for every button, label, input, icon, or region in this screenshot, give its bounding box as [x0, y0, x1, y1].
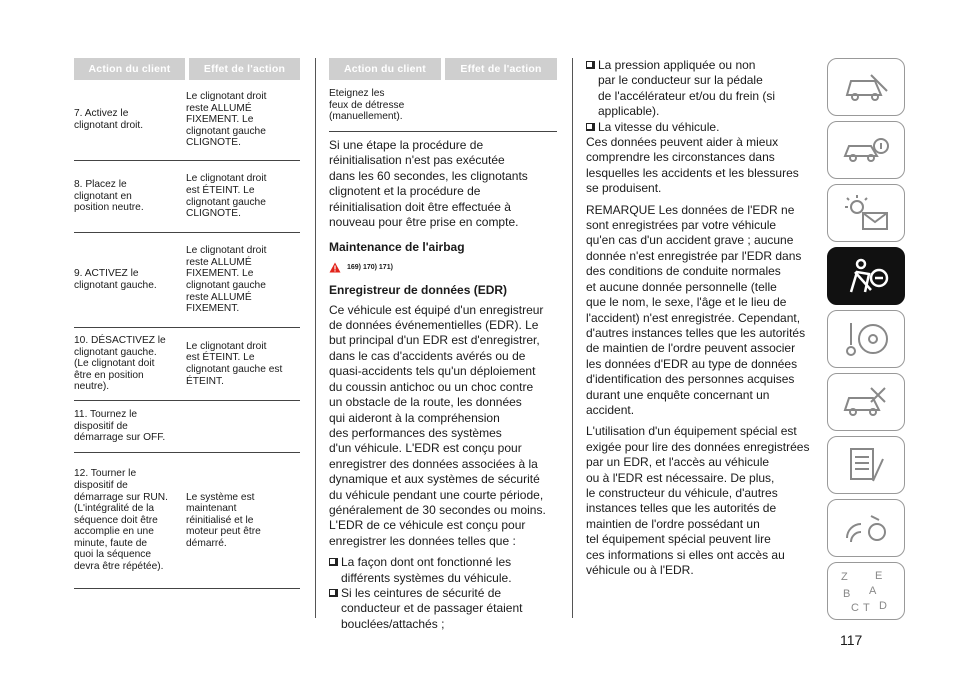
list-item-text: Si les ceintures de sécurité de conducteur et de passager étaient bouclées/attachés ;: [341, 585, 523, 631]
warning-triangle-icon: [329, 262, 341, 273]
list-item-text: La vitesse du véhicule.: [598, 119, 720, 134]
chapter-tabs: [827, 58, 905, 625]
tab-multimedia[interactable]: [827, 499, 905, 557]
index-letter: Z: [841, 571, 848, 583]
tab-maintenance[interactable]: [827, 436, 905, 494]
airbag-seatbelt-icon: [841, 256, 891, 296]
list-item: [329, 586, 557, 632]
row-effect: Le clignotant droit reste ALLUMÉ FIXEMENT. Le clignotant gauche CLIGNOTE.: [186, 91, 267, 149]
steering-wheel-icon: [841, 319, 891, 359]
text-column-3: [586, 58, 818, 584]
column-divider: [315, 58, 316, 618]
tab-starting-driving[interactable]: [827, 310, 905, 368]
column-divider: [572, 58, 573, 618]
tab-dashboard[interactable]: [827, 58, 905, 116]
text-column-2: [329, 58, 557, 632]
tab-safety[interactable]: [827, 247, 905, 305]
list-item-text: La façon dont ont fonctionné les différents systèmes du véhicule.: [341, 555, 512, 585]
tab-car-info[interactable]: [827, 121, 905, 179]
warning-light-message-icon: [841, 193, 891, 233]
table-row: [74, 161, 300, 233]
paragraph: REMARQUE Les données de l'EDR ne sont enregistrées par votre véhicule qu'en cas d'un accident grave ; aucune donnée n'est enregistrée par l'EDR dans des conditions de conduite normales et aucune donnée personnelle (telle que le nom, le sexe, l'âge et le lieu de l'accident) n'est enregistrée. Cependant, d'autres instances telles que les autorités de maintien de l'ordre peuvent associer les données d'EDR au type de données d'identification des personnes acquises durant une enquête concernant un accident.: [586, 202, 806, 417]
row-effect: Le système est maintenant réinitialisé et le moteur peut être démarré.: [186, 491, 261, 549]
body-text: [586, 58, 818, 578]
warning-refs: 169) 170) 171): [347, 263, 393, 271]
list-item: [586, 58, 818, 120]
car-breakdown-icon: [841, 382, 891, 422]
list-item-text: La pression appliquée ou non par le conducteur sur la pédale de l'accélérateur et/ou du frein (si applicable).: [598, 58, 776, 119]
paragraph: L'utilisation d'un équipement spécial est exigée pour lire des données enregistrées par un EDR, et l'accès au véhicule ou à l'EDR est nécessaire. De plus, le constructeur du véhicule, d'autres instances telles que les autorités de maintien de l'ordre possédant un tel équipement spécial peuvent lire ces informations si elles ont accès au véhicule ou à l'EDR.: [586, 424, 810, 577]
table-header: [74, 58, 300, 80]
table-row: [74, 80, 300, 161]
table-row: [74, 401, 300, 453]
list-item: [329, 555, 557, 586]
warning-reference: [329, 260, 557, 275]
bullet-icon: [329, 589, 338, 597]
tab-emergency[interactable]: [827, 373, 905, 431]
index-letter: B: [843, 588, 851, 600]
row-action: 11. Tournez le dispositif de démarrage sur OFF.: [74, 409, 166, 444]
page-number: 117: [840, 632, 863, 648]
paragraph: Si une étape la procédure de réinitialisation n'est pas exécutée dans les 60 secondes, les clignotants clignotent et la procédure de réinitialisation doit être effectuée à nouveau pour être prise en compte.: [329, 138, 528, 230]
index-letter: T: [863, 602, 870, 614]
body-text: [329, 138, 557, 632]
table-row: [329, 80, 557, 132]
index-letter: D: [879, 600, 887, 612]
bullet-icon: [586, 61, 595, 69]
list-item: [586, 120, 818, 135]
table-row: [74, 328, 300, 401]
header-action: Action du client: [88, 63, 171, 75]
section-heading-airbag: Maintenance de l'airbag: [329, 240, 465, 255]
bullet-icon: [586, 123, 595, 131]
alphabetical-index-icon: [837, 567, 895, 615]
row-action: 9. ACTIVEZ le clignotant gauche.: [74, 268, 157, 291]
row-effect: Le clignotant droit est ÉTEINT. Le clignotant gauche CLIGNOTE.: [186, 173, 267, 220]
index-letter: E: [875, 570, 883, 582]
row-action: 12. Tourner le dispositif de démarrage sur RUN. (L'intégralité de la séquence doit être accomplie en une minute, faute de quoi la séquence devra être répétée).: [74, 468, 168, 573]
row-effect: [186, 401, 300, 452]
tab-index[interactable]: [827, 562, 905, 620]
car-dashboard-icon: [841, 69, 891, 105]
bullet-icon: [329, 558, 338, 566]
row-effect: Le clignotant droit reste ALLUMÉ FIXEMENT. Le clignotant gauche reste ALLUMÉ FIXEMENT.: [186, 245, 267, 315]
table-row: [74, 233, 300, 328]
index-letter: A: [869, 585, 877, 597]
table-row: [74, 453, 300, 589]
row-effect: [449, 80, 557, 131]
row-action: 7. Activez le clignotant droit.: [74, 108, 144, 131]
section-heading-edr: Enregistreur de données (EDR): [329, 283, 508, 298]
row-action: 10. DÉSACTIVEZ le clignotant gauche. (Le clignotant doit être en position neutre).: [74, 335, 166, 393]
procedure-table: [74, 58, 300, 589]
index-letter: C: [851, 602, 859, 614]
paragraph: Ces données peuvent aider à mieux comprendre les circonstances dans lesquelles les accidents et les blessures se produisent.: [586, 135, 799, 196]
table-header: [329, 58, 557, 80]
car-info-icon: [841, 132, 891, 168]
row-action: 8. Placez le clignotant en position neutre.: [74, 179, 144, 214]
header-effect: Effet de l'action: [441, 58, 557, 80]
row-effect: Le clignotant droit est ÉTEINT. Le clignotant gauche est ÉTEINT.: [186, 340, 283, 387]
tab-warning-lights[interactable]: [827, 184, 905, 242]
row-action: Eteignez les feux de détresse (manuellement).: [329, 88, 405, 123]
header-effect: Effet de l'action: [185, 58, 300, 80]
header-action: Action du client: [344, 63, 426, 75]
paragraph: Ce véhicule est équipé d'un enregistreur de données événementielles (EDR). Le but principal d'un EDR est d'enregistrer, dans le cas d'accidents avérés ou de quasi-accidents tels qu'un déploiement du coussin antichoc ou un choc contre un obstacle de la route, les données qui aideront à la compréhension des performances des systèmes d'un véhicule. L'EDR est conçu pour enregistrer des données associées à la dynamique et aux systèmes de sécurité du véhicule pendant une courte période, généralement de 30 secondes ou moins. L'EDR de ce véhicule est conçu pour enregistrer les données telles que :: [329, 302, 546, 548]
multimedia-icon: [841, 508, 891, 548]
maintenance-list-icon: [841, 445, 891, 485]
